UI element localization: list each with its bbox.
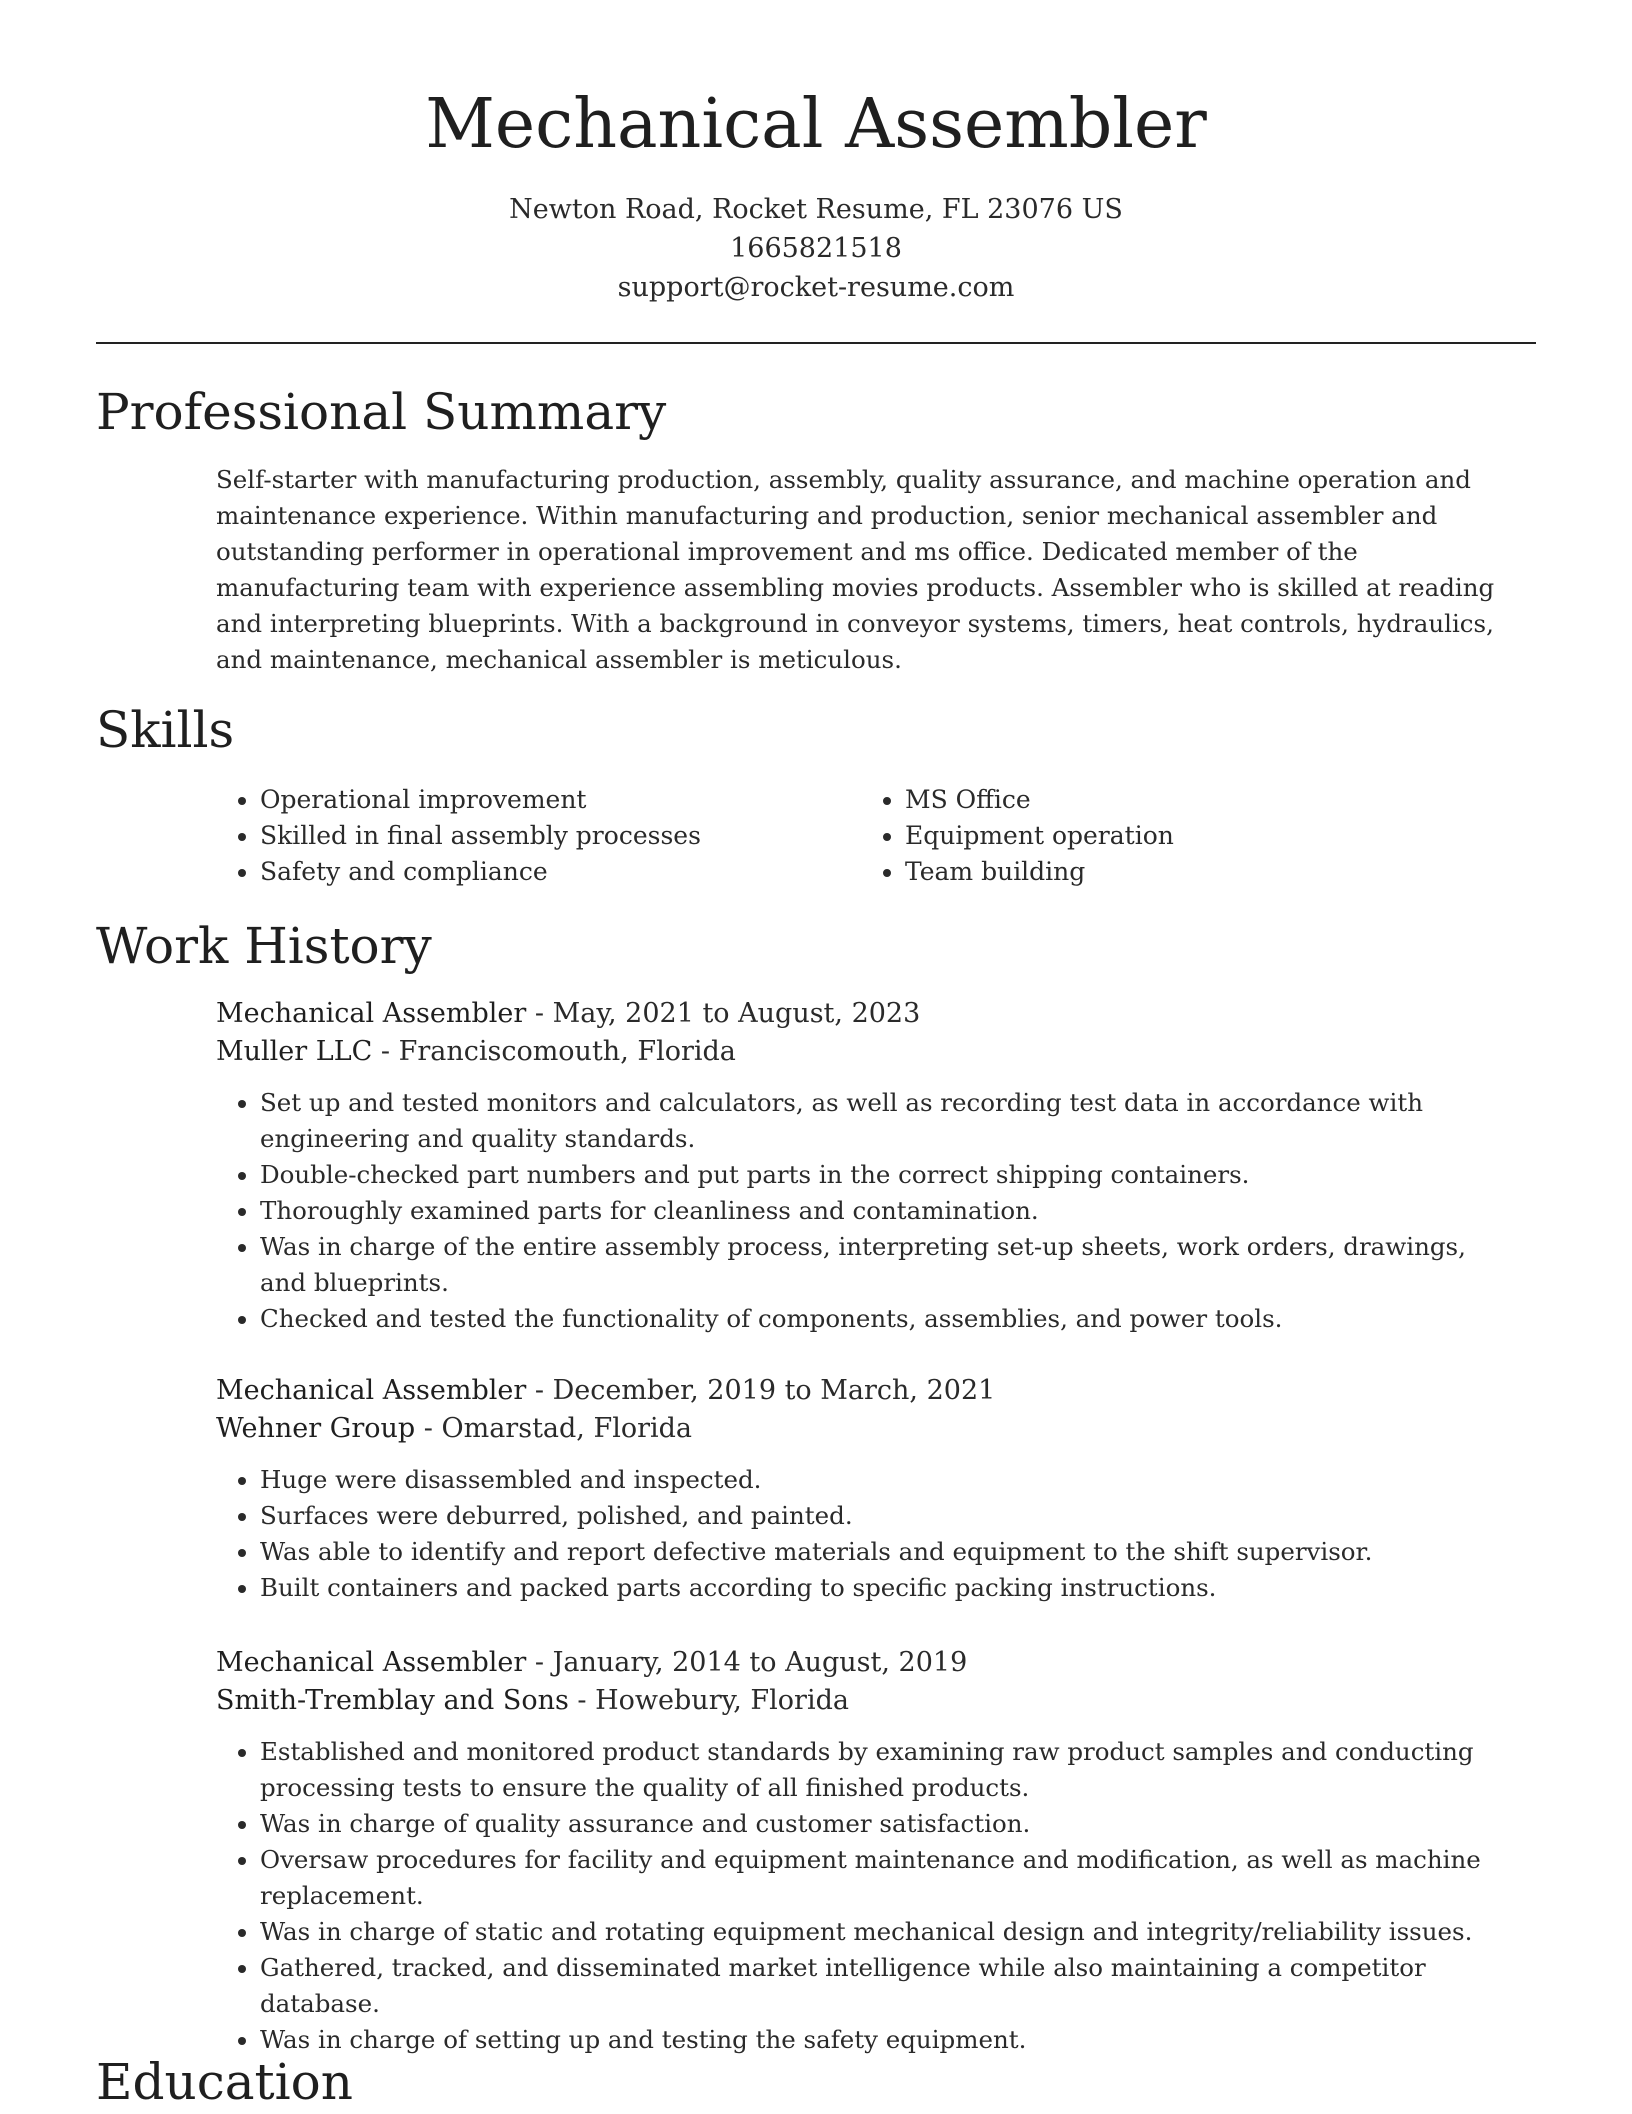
job-location: - Omarstad, Florida	[415, 1413, 693, 1444]
job-bullets	[216, 1462, 1516, 1606]
job-bullet: • Was in charge of the entire assembly process, interpreting set-up sheets, work orders, drawings, and blueprints.	[260, 1229, 1516, 1301]
job-entry	[216, 1372, 1516, 1606]
job-bullet: • Established and monitored product standards by examining raw product samples and conducting processing tests to ensure the quality of all finished products.	[260, 1734, 1516, 1806]
contact-block	[0, 190, 1632, 307]
job-bullet: • Oversaw procedures for facility and equipment maintenance and modification, as well as machine replacement.	[260, 1842, 1516, 1914]
job-dates: - May, 2021 to August, 2023	[526, 998, 921, 1029]
job-bullet: • Double-checked part numbers and put parts in the correct shipping containers.	[260, 1157, 1516, 1193]
job-title-line	[216, 1372, 1516, 1410]
job-dates: - January, 2014 to August, 2019	[526, 1647, 968, 1678]
job-title: Mechanical Assembler	[216, 998, 527, 1029]
contact-address: Newton Road, Rocket Resume, FL 23076 US	[509, 194, 1123, 225]
skills-list	[216, 782, 1506, 890]
candidate-name: Mechanical Assembler	[425, 85, 1207, 164]
education-heading: Education	[96, 2053, 353, 2111]
job-company: Wehner Group	[216, 1413, 416, 1444]
contact-email: support@rocket-resume.com	[617, 272, 1015, 303]
job-entry	[216, 1644, 1516, 2058]
job-company-line	[216, 1682, 1516, 1720]
job-company-line	[216, 1410, 1516, 1448]
skills-heading: Skills	[96, 701, 235, 759]
skills-column-left	[216, 782, 861, 890]
job-bullet: • Was in charge of static and rotating equipment mechanical design and integrity/reliability issues.	[260, 1914, 1516, 1950]
job-company: Muller LLC	[216, 1036, 373, 1067]
job-entry	[216, 995, 1516, 1337]
skills-column-right	[861, 782, 1506, 890]
job-title: Mechanical Assembler	[216, 1647, 527, 1678]
job-bullets	[216, 1734, 1516, 2058]
job-title-line	[216, 1644, 1516, 1682]
skill-item: • Safety and compliance	[260, 854, 861, 890]
skill-item: • Skilled in final assembly processes	[260, 818, 861, 854]
skill-item: • Equipment operation	[905, 818, 1506, 854]
job-bullet: • Built containers and packed parts according to specific packing instructions.	[260, 1570, 1516, 1606]
summary-heading: Professional Summary	[96, 383, 667, 441]
work-history-heading: Work History	[96, 917, 432, 975]
job-title: Mechanical Assembler	[216, 1375, 527, 1406]
summary-text: Self-starter with manufacturing production, assembly, quality assurance, and machine operation and maintenance experience. Within manufacturing and production, senior mechanical assembler and outstanding performer in operational improvement and ms office. Dedicated member of the manufacturing team with experience assembling movies products. Assembler who is skilled at reading and interpreting blueprints. With a background in conveyor systems, timers, heat controls, hydraulics, and maintenance, mechanical assembler is meticulous.	[216, 465, 1495, 674]
job-company: Smith-Tremblay and Sons	[216, 1685, 569, 1716]
job-company-line	[216, 1033, 1516, 1071]
contact-phone: 1665821518	[730, 233, 902, 264]
job-bullet: • Was in charge of setting up and testing the safety equipment.	[260, 2022, 1516, 2058]
job-location: - Howebury, Florida	[568, 1685, 849, 1716]
job-title-line	[216, 995, 1516, 1033]
skill-item: • Team building	[905, 854, 1506, 890]
job-bullets	[216, 1085, 1516, 1337]
job-dates: - December, 2019 to March, 2021	[526, 1375, 996, 1406]
job-location: - Franciscomouth, Florida	[372, 1036, 736, 1067]
job-bullet: • Surfaces were deburred, polished, and painted.	[260, 1498, 1516, 1534]
job-bullet: • Set up and tested monitors and calculators, as well as recording test data in accordance with engineering and quality standards.	[260, 1085, 1516, 1157]
job-bullet: • Was in charge of quality assurance and customer satisfaction.	[260, 1806, 1516, 1842]
skill-item: • Operational improvement	[260, 782, 861, 818]
job-bullet: • Thoroughly examined parts for cleanliness and contamination.	[260, 1193, 1516, 1229]
header-divider	[96, 342, 1536, 344]
job-bullet: • Checked and tested the functionality of components, assemblies, and power tools.	[260, 1301, 1516, 1337]
skill-item: • MS Office	[905, 782, 1506, 818]
job-bullet: • Gathered, tracked, and disseminated market intelligence while also maintaining a competitor database.	[260, 1950, 1516, 2022]
job-bullet: • Huge were disassembled and inspected.	[260, 1462, 1516, 1498]
job-bullet: • Was able to identify and report defective materials and equipment to the shift supervisor.	[260, 1534, 1516, 1570]
